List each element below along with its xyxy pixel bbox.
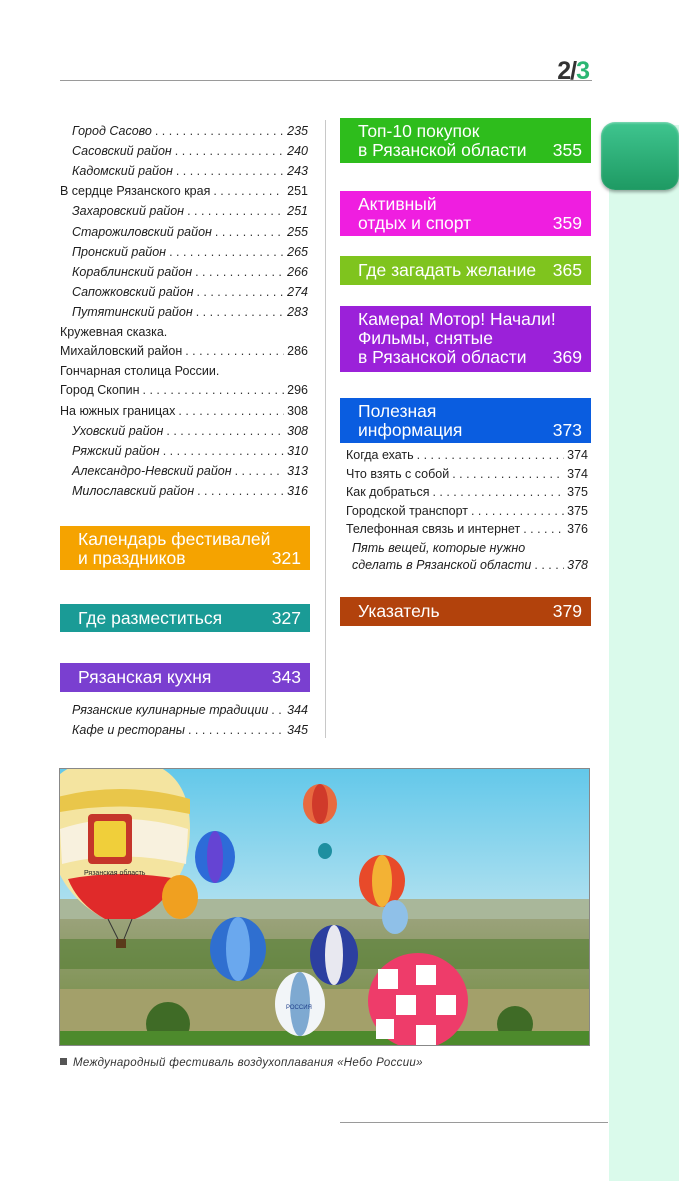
toc-entry[interactable] xyxy=(72,202,308,220)
banner-stay[interactable] xyxy=(60,604,310,632)
banner-page: 373 xyxy=(552,420,582,440)
toc-entry[interactable] xyxy=(72,223,308,241)
toc-entry-text: Александро-Невский район xyxy=(72,464,232,478)
toc-entry-page: 313 xyxy=(287,464,308,478)
toc-entry-page: 274 xyxy=(287,284,308,299)
toc-entry[interactable] xyxy=(72,263,308,281)
toc-entry[interactable] xyxy=(72,122,308,140)
toc-lace-line2[interactable] xyxy=(60,342,308,360)
banner-active[interactable] xyxy=(340,191,591,236)
banner-page: 343 xyxy=(271,667,301,687)
toc-entry-text: Михайловский район xyxy=(60,344,183,358)
toc-entry-page: 308 xyxy=(287,404,308,418)
toc-five-line1: Пять вещей, которые нужно xyxy=(352,541,526,555)
toc-entry-page: 375 xyxy=(567,485,588,499)
page-number xyxy=(557,57,589,86)
toc-five-line2[interactable] xyxy=(352,556,588,574)
toc-pottery-line1: Гончарная столица России. xyxy=(60,364,220,378)
banner-page: 355 xyxy=(552,140,582,160)
toc-leader-dots xyxy=(417,446,564,464)
toc-entry[interactable] xyxy=(72,303,308,321)
toc-entry-text: Городской транспорт xyxy=(346,503,468,518)
toc-entry-page: 240 xyxy=(287,144,308,159)
banner-title: Рязанская кухня xyxy=(78,667,212,687)
toc-entry[interactable] xyxy=(346,465,588,483)
toc-entry-text: Что взять с собой xyxy=(346,466,450,481)
toc-entry-text: Сасовский район xyxy=(72,144,172,159)
toc-leader-dots xyxy=(213,182,284,200)
toc-entry[interactable] xyxy=(346,502,588,520)
toc-leader-dots xyxy=(215,223,284,241)
toc-leader-dots xyxy=(175,142,284,160)
banner-title: Активный отдых и спорт xyxy=(358,194,472,233)
toc-leader-dots xyxy=(197,482,284,500)
toc-entry-page: 344 xyxy=(287,703,308,717)
photo-caption xyxy=(60,1057,423,1069)
toc-entry-text: сделать в Рязанской области xyxy=(352,558,532,572)
banner-title: Где разместиться xyxy=(78,608,223,628)
banner-info[interactable] xyxy=(340,398,591,443)
toc-entry-text: Как добраться xyxy=(346,485,430,499)
toc-entry-text: Старожиловский район xyxy=(72,224,212,239)
toc-entry[interactable] xyxy=(72,442,308,460)
toc-entry-text: Когда ехать xyxy=(346,448,414,462)
toc-entry-page: 316 xyxy=(287,484,308,498)
toc-leader-dots xyxy=(178,402,284,420)
banner-title: Топ-10 покупок в Рязанской области xyxy=(358,121,527,160)
toc-entry[interactable] xyxy=(72,142,308,160)
toc-lace-line1: Кружевная сказка. xyxy=(60,325,168,339)
toc-entry-text: Путятинский район xyxy=(72,304,193,319)
toc-leader-dots xyxy=(196,303,284,321)
toc-leader-dots xyxy=(523,520,564,538)
banner-page: 379 xyxy=(552,601,582,621)
toc-entry[interactable] xyxy=(60,402,308,420)
banner-title: Полезная информация xyxy=(358,401,463,440)
section-tab[interactable] xyxy=(601,122,679,190)
toc-leader-dots xyxy=(166,422,284,440)
toc-entry-page: 296 xyxy=(287,383,308,397)
toc-entry-page: 235 xyxy=(287,124,308,138)
toc-entry-text: Рязанские кулинарные традиции xyxy=(72,703,269,717)
festival-photo xyxy=(59,768,590,1046)
banner-index[interactable] xyxy=(340,597,591,626)
toc-leader-dots xyxy=(176,162,284,180)
banner-page: 365 xyxy=(552,260,582,280)
balloons-image xyxy=(60,769,590,1046)
banner-title: Указатель xyxy=(358,601,440,621)
toc-entry-page: 243 xyxy=(287,164,308,179)
toc-entry[interactable] xyxy=(346,483,588,501)
toc-leader-dots xyxy=(196,283,284,301)
toc-leader-dots xyxy=(169,243,284,261)
caption-bullet-icon xyxy=(60,1058,67,1065)
toc-entry-page: 283 xyxy=(287,304,308,319)
toc-entry-page: 266 xyxy=(287,264,308,279)
banner-title: Где загадать желание xyxy=(358,260,537,280)
toc-entry-page: 376 xyxy=(567,522,588,536)
banner-calendar[interactable] xyxy=(60,526,310,570)
column-divider xyxy=(325,120,326,738)
toc-entry-page: 378 xyxy=(567,558,588,572)
toc-entry-page: 310 xyxy=(287,444,308,458)
toc-entry[interactable] xyxy=(346,446,588,464)
banner-shopping[interactable] xyxy=(340,118,591,163)
toc-entry[interactable] xyxy=(60,182,308,200)
toc-entry-text: Телефонная связь и интернет xyxy=(346,522,521,536)
toc-entry-text: Сапожковский район xyxy=(72,284,194,299)
banner-page: 327 xyxy=(271,608,301,628)
banner-kitchen[interactable] xyxy=(60,663,310,692)
toc-entry[interactable] xyxy=(72,462,308,480)
toc-entry-page: 265 xyxy=(287,244,308,259)
toc-entry[interactable] xyxy=(346,520,588,538)
banner-page: 321 xyxy=(271,548,301,568)
toc-entry-text: Уховский район xyxy=(72,424,164,438)
toc-entry-text: Город Скопин xyxy=(60,383,140,397)
toc-entry[interactable] xyxy=(72,162,308,180)
toc-entry-text: Милославский район xyxy=(72,484,195,498)
toc-entry-page: 308 xyxy=(287,424,308,438)
toc-entry[interactable] xyxy=(72,482,308,500)
toc-entry-page: 251 xyxy=(287,204,308,219)
toc-entry[interactable] xyxy=(72,422,308,440)
toc-entry-text: Захаровский район xyxy=(72,204,185,219)
toc-leader-dots xyxy=(235,462,285,480)
toc-leader-dots xyxy=(471,502,564,520)
toc-entry-text: Кораблинский район xyxy=(72,264,193,279)
toc-entry-page: 255 xyxy=(287,224,308,239)
header-rule xyxy=(60,80,592,81)
page-current: 2/ xyxy=(557,57,577,85)
footer-rule xyxy=(340,1122,608,1123)
toc-pottery-line2[interactable] xyxy=(60,381,308,399)
side-color-strip xyxy=(609,125,679,1181)
toc-entry-text: На южных границах xyxy=(60,404,176,418)
toc-entry-page: 345 xyxy=(287,723,308,737)
toc-leader-dots xyxy=(195,263,284,281)
balloon-logo: РОССИЯ xyxy=(286,1005,312,1011)
toc-entry-text: Пронский район xyxy=(72,244,167,259)
toc-leader-dots xyxy=(163,442,284,460)
toc-entry-page: 374 xyxy=(567,466,588,481)
toc-entry-page: 374 xyxy=(567,448,588,462)
caption-text: Международный фестиваль воздухоплавания «Небо России» xyxy=(73,1057,423,1069)
toc-entry-kitchen-1[interactable] xyxy=(72,701,308,719)
toc-leader-dots xyxy=(155,122,284,140)
toc-entry-text: Город Сасово xyxy=(72,124,152,138)
toc-entry[interactable] xyxy=(72,283,308,301)
toc-entry-text: Ряжский район xyxy=(72,444,160,458)
toc-entry-text: В сердце Рязанского края xyxy=(60,184,211,199)
toc-leader-dots xyxy=(187,202,284,220)
banner-page: 359 xyxy=(552,213,582,233)
toc-entry-page: 251 xyxy=(287,184,308,199)
banner-page: 369 xyxy=(552,347,582,367)
banner-films[interactable] xyxy=(340,306,591,372)
toc-entry-kitchen-2[interactable] xyxy=(72,721,308,739)
page-total: 3 xyxy=(576,57,589,85)
toc-entry-page: 375 xyxy=(567,503,588,518)
banner-title: Камера! Мотор! Начали! Фильмы, снятые в Рязанской области xyxy=(358,309,556,367)
toc-entry-text: Кафе и рестораны xyxy=(72,723,185,737)
toc-leader-dots xyxy=(452,465,564,483)
banner-title: Календарь фестивалей и праздников xyxy=(78,529,271,568)
balloon-label: Рязанская область xyxy=(84,870,146,877)
toc-leader-dots xyxy=(432,483,564,501)
toc-entry-page: 286 xyxy=(287,344,308,358)
banner-wish[interactable] xyxy=(340,256,591,285)
toc-entry[interactable] xyxy=(72,243,308,261)
toc-entry-text: Кадомский район xyxy=(72,164,173,179)
